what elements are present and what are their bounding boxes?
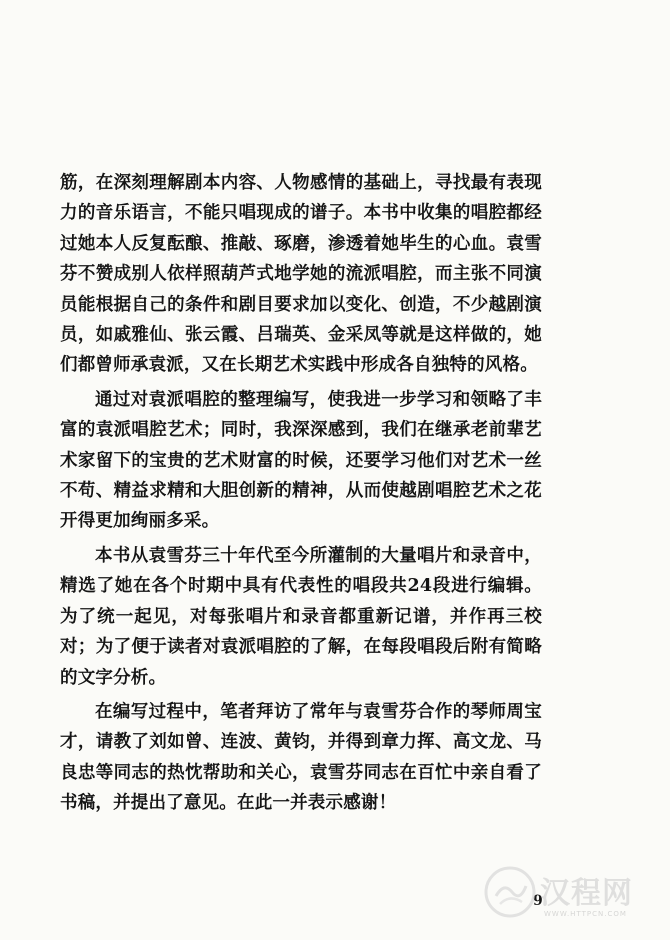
paragraph-continued: 筋，在深刻理解剧本内容、人物感情的基础上，寻找最有表现力的音乐语言，不能只唱现成的谱子。本书中收集的唱腔都经过她本人反复酝酿、推敲、琢磨，渗透着她毕生的心血。袁雪芬不赞成别人依样照葫芦式地学她的流派唱腔，而主张不同演员能根据自己的条件和剧目要求加以变化、创造，不少越剧演员，如戚雅仙、张云霞、吕瑞英、金采凤等就是这样做的，她们都曾师承袁派，又在长期艺术实践中形成各自独特的风格。 — [60, 173, 542, 376]
watermark — [482, 864, 652, 926]
paragraph: 在编写过程中，笔者拜访了常年与袁雪芬合作的琴师周宝才，请教了刘如曾、连波、黄钧，并得到章力挥、高文龙、马良忠等同志的热忱帮助和关心，袁雪芬同志在百忙中亲自看了书稿，并提出了意见。在此一并表示感谢！ — [60, 701, 542, 814]
page-number: 9 — [533, 893, 543, 909]
watermark-url: WWW.HTTPCN.COM — [544, 910, 627, 918]
paragraph: 本书从袁雪芬三十年代至今所灌制的大量唱片和录音中，精选了她在各个时期中具有代表性的唱段共24段进行编辑。为了统一起见，对每张唱片和录音都重新记谱，并作再三校对；为了便于读者对袁派唱腔的了解，在每段唱段后附有简略的文字分析。 — [60, 545, 542, 688]
paragraph: 通过对袁派唱腔的整理编写，使我进一步学习和领略了丰富的袁派唱腔艺术；同时，我深深感到，我们在继承老前辈艺术家留下的宝贵的艺术财富的时候，还要学习他们对艺术一丝不苟、精益求精和大胆创新的精神，从而使越剧唱腔艺术之花开得更加绚丽多采。 — [60, 389, 542, 532]
watermark-text: 汉程网 — [540, 876, 633, 911]
watermark-logo-icon — [482, 864, 538, 920]
body-text — [60, 168, 542, 819]
